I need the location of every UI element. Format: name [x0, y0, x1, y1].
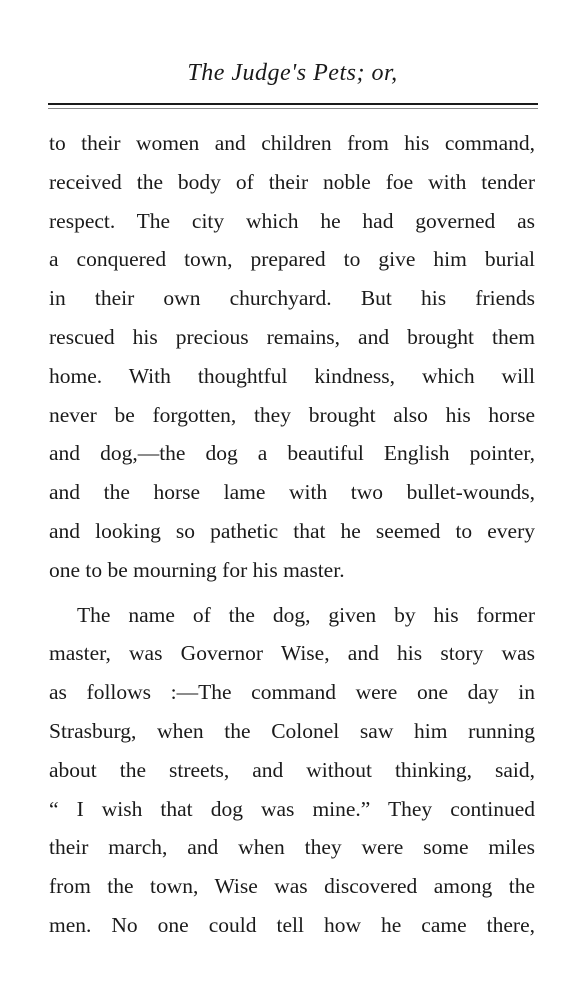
text-line: The name of the dog, given by his former [77, 602, 535, 627]
text-line: one to be mourning for his master. [49, 557, 345, 582]
text-line: and looking so pathetic that he seemed to every [49, 518, 535, 543]
text-line: their march, and when they were some miles [49, 835, 535, 860]
text-line: as follows :—The command were one day in [49, 680, 535, 705]
text-line: men. No one could tell how he came there, [49, 912, 535, 937]
running-head: The Judge's Pets; or, [187, 60, 398, 86]
header-rule [48, 103, 538, 105]
text-line: never be forgotten, they brought also his horse [49, 402, 535, 427]
text-line: respect. The city which he had governed as [49, 208, 535, 233]
text-line: from the town, Wise was discovered among the [49, 874, 535, 899]
text-line: about the streets, and without thinking, said, [49, 757, 535, 782]
paragraph-1 [49, 124, 535, 590]
text-line: master, was Governor Wise, and his story was [49, 641, 535, 666]
text-line: received the body of their noble foe with tender [49, 169, 535, 194]
header-rule-thin [48, 108, 538, 109]
text-line: a conquered town, prepared to give him burial [49, 247, 535, 272]
text-line: home. With thoughtful kindness, which will [49, 363, 535, 388]
text-line: rescued his precious remains, and brought them [49, 324, 535, 349]
text-line: and dog,—the dog a beautiful English pointer, [49, 441, 535, 466]
text-line: to their women and children from his command, [49, 131, 535, 155]
body-text [49, 124, 535, 945]
text-line: “ I wish that dog was mine.” They continued [49, 796, 535, 821]
text-line: in their own churchyard. But his friends [49, 286, 535, 311]
text-line: Strasburg, when the Colonel saw him running [49, 718, 535, 743]
text-line: and the horse lame with two bullet-wounds, [49, 480, 535, 505]
paragraph-2 [49, 596, 535, 945]
